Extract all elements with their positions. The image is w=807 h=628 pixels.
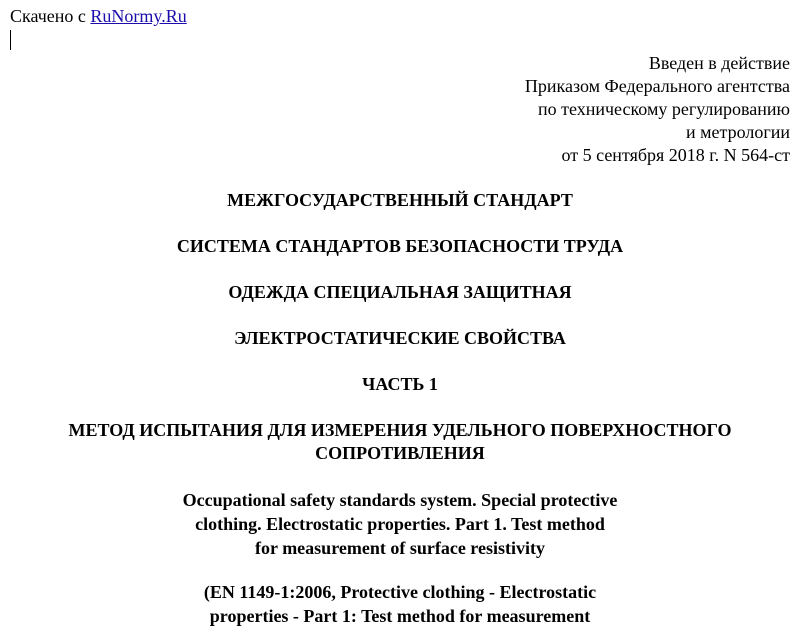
part-heading: ЧАСТЬ 1 bbox=[362, 374, 438, 394]
enactment-line: и метрологии bbox=[686, 122, 790, 142]
method-heading-line: СОПРОТИВЛЕНИЯ bbox=[315, 443, 485, 463]
enactment-line: от 5 сентября 2018 г. N 564-ст bbox=[561, 145, 790, 165]
english-reference-line: (EN 1149-1:2006, Protective clothing - Electrostatic bbox=[203, 582, 597, 602]
properties-heading: ЭЛЕКТРОСТАТИЧЕСКИЕ СВОЙСТВА bbox=[234, 328, 566, 348]
method-heading-line: МЕТОД ИСПЫТАНИЯ ДЛЯ ИЗМЕРЕНИЯ УДЕЛЬНОГО ПОВЕРХНОСТНОГО bbox=[68, 420, 732, 440]
english-title-line: clothing. Electrostatic properties. Part 1. Test method bbox=[195, 514, 605, 534]
source-prefix: Скачено с bbox=[10, 6, 91, 26]
english-title-line: for measurement of surface resistivity bbox=[255, 538, 545, 558]
text-cursor bbox=[10, 30, 11, 50]
enactment-line: по техническому регулированию bbox=[537, 99, 790, 119]
source-line bbox=[10, 5, 187, 27]
enactment-line: Приказом Федерального агентства bbox=[524, 76, 790, 96]
clothing-heading: ОДЕЖДА СПЕЦИАЛЬНАЯ ЗАЩИТНАЯ bbox=[228, 282, 572, 302]
enactment-block bbox=[525, 52, 790, 167]
enactment-line: Введен в действие bbox=[648, 53, 790, 73]
standard-type-heading: МЕЖГОСУДАРСТВЕННЫЙ СТАНДАРТ bbox=[227, 190, 573, 210]
english-reference-line: properties - Part 1: Test method for measurement bbox=[209, 606, 591, 626]
source-link[interactable]: RuNormy.Ru bbox=[90, 6, 187, 26]
method-heading bbox=[0, 419, 800, 465]
english-reference bbox=[0, 580, 800, 628]
english-title-line: Occupational safety standards system. Special protective bbox=[182, 490, 618, 510]
system-heading: СИСТЕМА СТАНДАРТОВ БЕЗОПАСНОСТИ ТРУДА bbox=[176, 236, 624, 256]
english-title bbox=[0, 488, 800, 560]
